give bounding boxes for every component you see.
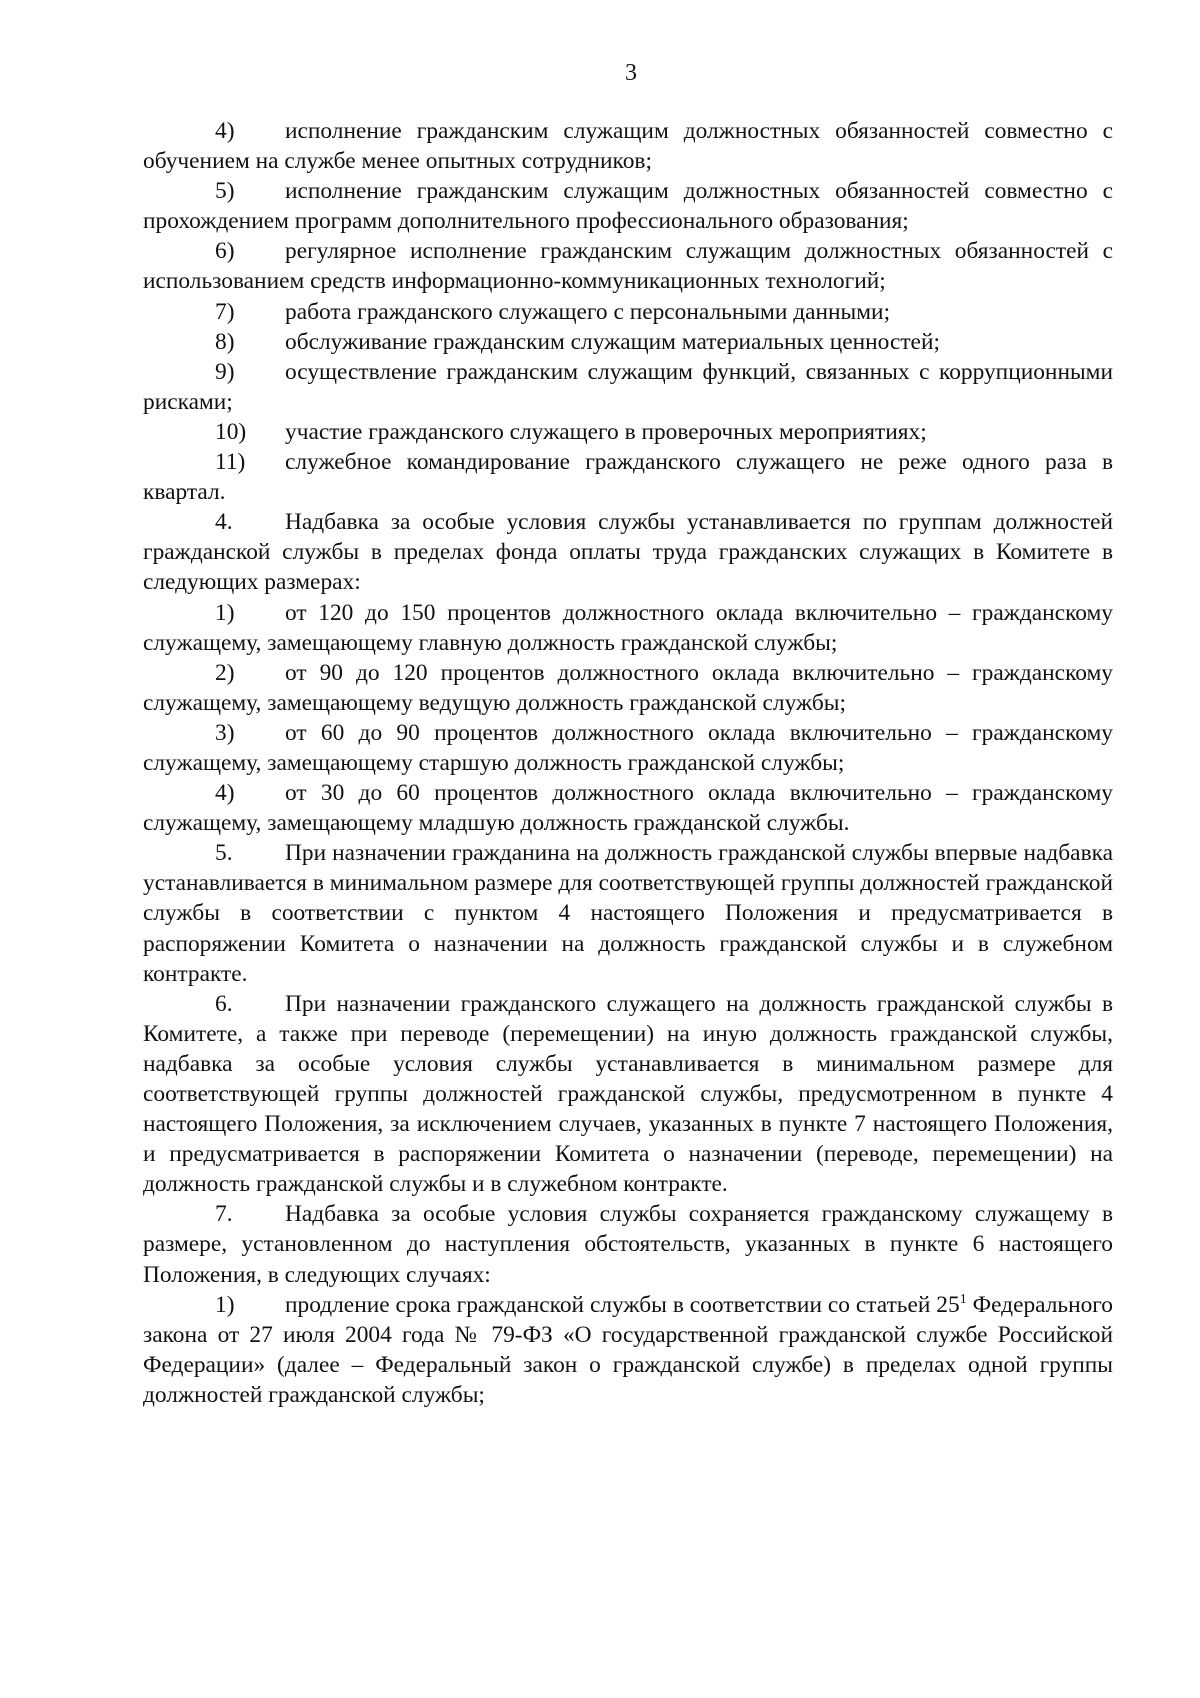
- list-item: [143, 718, 1113, 778]
- item-number: 1): [215, 599, 235, 626]
- item-number: 9): [215, 358, 235, 385]
- item-number: 11): [215, 449, 246, 476]
- item-text: исполнение гражданским служащим должностных обязанностей совместно с прохождением программ дополнительного профессионального образования;: [143, 178, 1113, 235]
- section-text: При назначении гражданского служащего на должность гражданской службы в Комитете, а также при переводе (перемещении) на иную должность гражданской службы, надбавка за особые условия службы устанавливается в минимальном размере для соответствующей группы должностей гражданской службы, предусмотренном в пункте 4 настоящего Положения, за исключением случаев, указанных в пункте 7 настоящего Положения, и предусматривается в распоряжении Комитета о назначении (переводе, перемещении) на должность гражданской службы и в служебном контракте.: [143, 990, 1113, 1198]
- item-text: от 60 до 90 процентов должностного оклада включительно – гражданскому служащему, замещающему старшую должность гражданской службы;: [143, 719, 1113, 776]
- list-item: [143, 297, 1113, 327]
- section-number: 5.: [215, 840, 233, 867]
- item-number: 7): [215, 298, 235, 325]
- list-item: [143, 447, 1113, 507]
- document-body: [143, 116, 1113, 1410]
- item-text: работа гражданского служащего с персональными данными;: [285, 298, 891, 325]
- section-paragraph: [143, 989, 1113, 1200]
- item-text: от 120 до 150 процентов должностного оклада включительно – гражданскому служащему, замещающему главную должность гражданской службы;: [143, 599, 1113, 656]
- page-number: 3: [625, 60, 637, 86]
- item-number: 10): [215, 418, 247, 445]
- item-text: продление срока гражданской службы в соответствии со статьей 25: [285, 1291, 960, 1318]
- item-text: служебное командирование гражданского служащего не реже одного раза в квартал.: [143, 449, 1113, 506]
- section-text: Надбавка за особые условия службы сохраняется гражданскому служащему в размере, установленном до наступления обстоятельств, указанных в пункте 6 настоящего Положения, в следующих случаях:: [143, 1201, 1113, 1288]
- item-text: от 90 до 120 процентов должностного оклада включительно – гражданскому служащему, замещающему ведущую должность гражданской службы;: [143, 659, 1113, 716]
- item-number: 1): [215, 1291, 235, 1318]
- list-item: [143, 236, 1113, 296]
- item-text: обслуживание гражданским служащим материальных ценностей;: [285, 328, 940, 355]
- list-item: [143, 598, 1113, 658]
- list-item: [143, 778, 1113, 838]
- item-number: 4): [215, 118, 235, 144]
- list-item: [143, 116, 1113, 176]
- list-item: [143, 658, 1113, 718]
- item-number: 8): [215, 328, 235, 355]
- list-item: [143, 176, 1113, 236]
- item-text: участие гражданского служащего в проверочных мероприятиях;: [285, 418, 927, 445]
- item-number: 2): [215, 659, 235, 686]
- item-number: 6): [215, 238, 235, 265]
- section-paragraph: [143, 1199, 1113, 1289]
- section-paragraph: [143, 507, 1113, 597]
- item-text: осуществление гражданским служащим функций, связанных с коррупционными рисками;: [143, 358, 1113, 415]
- item-text: регулярное исполнение гражданским служащим должностных обязанностей с использованием средств информационно-коммуникационных технологий;: [143, 238, 1113, 295]
- item-number: 5): [215, 178, 235, 205]
- section-text: Надбавка за особые условия службы устанавливается по группам должностей гражданской службы в пределах фонда оплаты труда гражданских служащих в Комитете в следующих размерах:: [143, 509, 1113, 596]
- item-number: 3): [215, 719, 235, 746]
- item-number: 4): [215, 780, 235, 807]
- list-item: [143, 357, 1113, 417]
- section-number: 7.: [215, 1201, 233, 1228]
- list-item: [143, 327, 1113, 357]
- item-text: от 30 до 60 процентов должностного оклада включительно – гражданскому служащему, замещающему младшую должность гражданской службы.: [143, 780, 1113, 837]
- footnote-superscript: 1: [959, 1291, 967, 1307]
- section-text: При назначении гражданина на должность гражданской службы впервые надбавка устанавливается в минимальном размере для соответствующей группы должностей гражданской службы в соответствии с пунктом 4 настоящего Положения и предусматривается в распоряжении Комитета о назначении на должность гражданской службы и в служебном контракте.: [143, 840, 1113, 987]
- section-paragraph: [143, 838, 1113, 988]
- section-number: 4.: [215, 509, 233, 536]
- list-item: [143, 1290, 1113, 1410]
- item-text: исполнение гражданским служащим должностных обязанностей совместно с обучением на службе менее опытных сотрудников;: [143, 118, 1113, 175]
- item-text-continued: Федерального закона от 27 июля 2004 года № 79-ФЗ «О государственной гражданской службе Российской Федерации» (далее – Федеральный закон о гражданской службе) в пределах одной группы должностей гражданской службы;: [143, 1291, 1113, 1408]
- list-item: [143, 417, 1113, 447]
- section-number: 6.: [215, 990, 233, 1017]
